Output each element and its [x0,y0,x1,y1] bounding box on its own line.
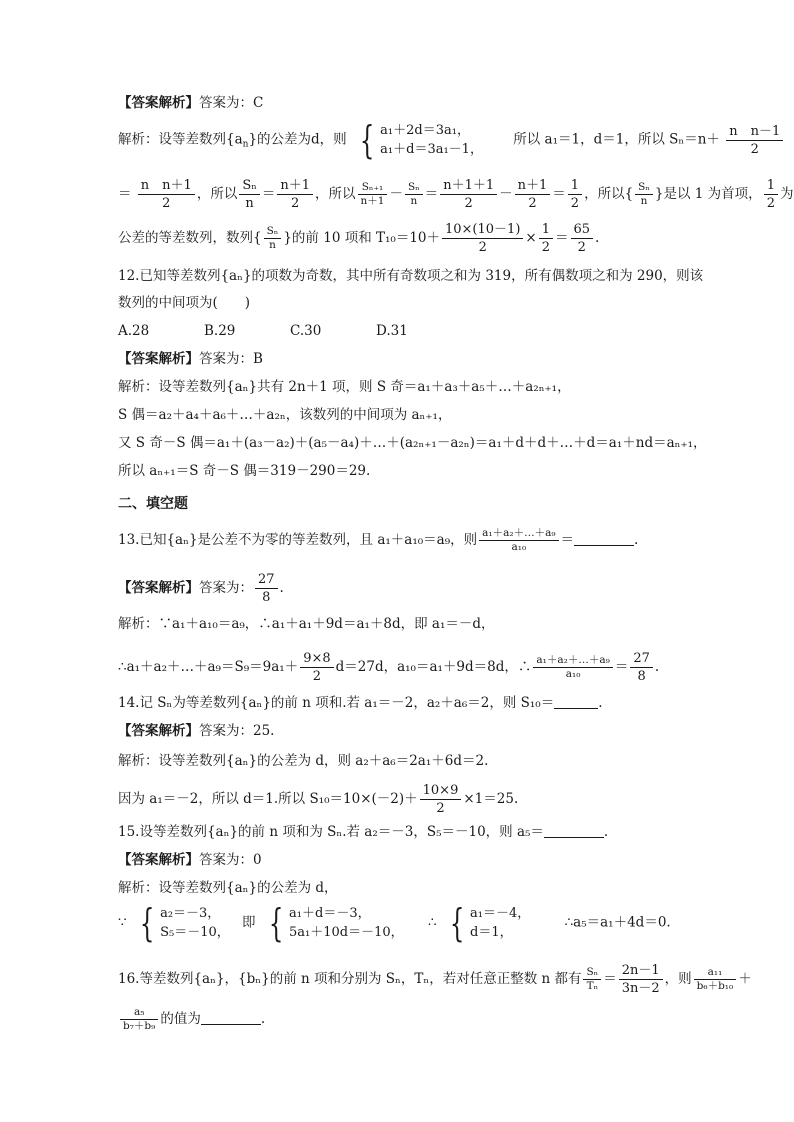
equation-system: { a₁＋2d＝3a₁， a₁＋d＝3a₁－1， [359,118,483,162]
answer-label: 【答案解析】 [118,580,199,596]
fraction-denominator: a₁₀ [511,541,527,553]
equation-system: { a₁＋d＝－3， 5a₁＋10d＝－10， [268,901,404,945]
text: ，所以 [315,186,356,202]
option-d: D.31 [376,323,408,339]
fraction-denominator: n＋1 [360,195,385,207]
fraction-denominator: 2 [528,196,537,211]
fraction-denominator: b₆＋b₁₀ [696,980,734,992]
fraction-numerator: 27 [630,650,653,668]
fraction-numerator: a₁＋a₂＋…＋a₉ [479,527,558,541]
answer-label: 【答案解析】 [118,351,199,367]
q13-answer-line [118,571,284,606]
fraction [255,571,278,606]
system-row: a₁＋2d＝3a₁， [380,123,470,138]
text: × [525,230,537,246]
fraction-numerator: a₁₁ [694,966,737,980]
fraction-numerator: Sₙ₊₁ [358,181,388,195]
fraction [583,966,601,993]
fraction-numerator: Sₙ [405,181,423,195]
text: 的值为 [160,1011,201,1027]
text: ×1＝25. [463,791,519,807]
text: 因为 a₁＝－2，所以 d＝1.所以 S₁₀＝10×(－2)＋ [118,791,418,807]
fraction-denominator: n [269,239,276,251]
fraction-denominator: 3n－2 [621,981,660,996]
text: 为 [779,186,794,202]
q14-question [118,693,603,713]
text: }的前 10 项和 T₁₀＝10＋ [283,230,440,246]
fraction-numerator: a₁＋a₂＋…＋a₉ [533,654,612,668]
fraction [358,181,388,208]
fraction-numerator: 1 [568,177,582,195]
fraction [277,177,313,212]
fraction-denominator: 8 [262,590,271,605]
q13-question [118,527,638,554]
fraction-denominator: b₇＋b₉ [123,1020,156,1032]
text: ∴a₅＝a₁＋4d＝0. [564,914,671,931]
text: 15.设等差数列{aₙ}的前 n 项和为 Sₙ.若 a₂＝－3，S₅＝－10，则 a₅＝ [118,824,544,840]
system-row: a₁＋d＝3a₁－1， [380,142,483,157]
q15-answer: 答案为：0 [199,852,262,868]
text: 14.记 Sₙ为等差数列{aₙ}的前 n 项和.若 a₁＝－2，a₂＋a₆＝2，则 S₁₀＝ [118,695,555,711]
q14-answer: 答案为：25. [199,723,275,739]
q11-answer-line [118,93,263,113]
fraction-numerator: n＋1 [277,177,313,195]
system-row: a₂＝－3， [160,906,221,921]
text: . [595,230,600,246]
q15-answer-line [118,850,262,870]
q15-solution-systems [118,901,671,945]
q14-solution-2 [118,782,518,817]
fraction-numerator: 9×8 [300,650,333,668]
option-b: B.29 [204,323,236,339]
equation-system: { a₂＝－3， S₅＝－10， [139,901,230,945]
system-row: d＝1， [470,925,513,940]
q12-options [118,321,462,341]
fraction-numerator: 27 [255,571,278,589]
q12-solution-4: 所以 aₙ₊₁＝S 奇－S 偶＝319－290＝29. [118,463,371,479]
q12-question-line-1: 12.已知等差数列{aₙ}的项数为奇数，其中所有奇数项之和为 319，所有偶数项之和为 290，则该 [118,268,704,284]
fraction-denominator: n [410,195,418,207]
answer-blank [574,531,634,546]
system-row: 5a₁＋10d＝－10， [289,925,404,940]
fraction-denominator: 2 [766,196,775,211]
fraction [405,181,423,208]
q13-solution-2 [118,650,659,685]
text: ，则 [664,971,692,987]
text: . [603,824,609,840]
fraction-numerator: a₅ [120,1006,158,1020]
text: － [389,186,403,202]
text: . [598,695,603,711]
fraction-denominator: 2 [570,196,580,211]
fraction-numerator: Sₙ [583,966,601,980]
text: 即 [242,914,256,931]
text: ＝ [261,186,276,202]
fraction [568,177,582,212]
q11-solution-line-3 [118,221,599,256]
system-row: a₁＋d＝－3， [289,906,371,921]
q11-solution-line-1: 解析：设等差数列$\{a_n\}$的公差为d，则 { a₁＋2d＝3a₁， a₁＋d＝3a₁－1， 所以 a₁＝1，d＝1，所以 Sₙ＝n＋ $\frac{\text{n n－1}}{2}$ [118,121,785,159]
fraction [571,221,594,256]
text: ∵ [118,914,127,931]
fraction-numerator: n n－1 [726,123,783,141]
fraction-denominator: 2 [541,240,550,255]
text: 13.已知{aₙ}是公差不为零的等差数列，且 a₁＋a₁₀＝a₉，则 [118,532,478,548]
fraction [515,177,551,212]
text: ∴a₁＋a₂＋…＋a₉＝S₉＝9a₁＋ [118,659,299,675]
fraction [440,177,497,212]
fraction [239,177,260,212]
fraction [264,225,282,252]
fraction-numerator: Sₙ [264,225,282,239]
option-c: C.30 [290,323,322,339]
text: ＝ [555,230,569,246]
text: － [499,186,513,202]
fraction [420,782,462,817]
system-row: a₁＝－4， [470,906,531,921]
fraction-denominator: n [245,196,254,211]
text: ＝ [118,186,132,202]
q13-solution-1: 解析：∵a₁＋a₁₀＝a₉，∴a₁＋a₁＋9d＝a₁＋8d，即 a₁＝－d， [118,616,495,632]
fraction [120,1006,158,1033]
fraction-numerator: Sₙ [239,177,260,195]
text: ，所以{ [584,186,634,202]
text: }是以 1 为首项， [654,186,762,202]
fraction-numerator: 1 [764,177,778,195]
fraction-denominator: 2 [577,240,586,255]
text: ，所以 [196,186,238,202]
fraction-numerator: 10×9 [420,782,462,800]
fraction-numerator: 1 [539,221,553,239]
fraction-numerator: Sₙ [635,181,653,195]
answer-label: 【答案解析】 [118,95,199,111]
text: . [654,659,660,675]
fraction-denominator: n [640,195,648,207]
fraction-denominator: 2 [436,801,445,816]
q12-solution-3: 又 S 奇－S 偶＝a₁＋(a₃－a₂)＋(a₅－a₄)＋…＋(a₂ₙ₊₁－a₂ₙ)＝a₁＋d＋d＋…＋d＝a₁＋nd＝aₙ₊₁， [118,435,707,451]
fraction-denominator: Tₙ [586,980,599,992]
fraction [533,654,612,681]
fraction [726,123,783,158]
fraction [479,527,558,554]
answer-blank [544,823,604,838]
text: d＝27d，a₁₀＝a₁＋9d＝8d，∴ [335,659,532,675]
text: ＝ [424,186,439,202]
system-row: S₅＝－10， [160,925,230,940]
answer-label: 【答案解析】 [118,723,199,739]
option-a: A.28 [118,323,150,339]
answer-blank [201,1010,261,1025]
text: ＝ [603,971,617,987]
fraction-denominator: 2 [312,669,322,684]
fraction-numerator: n n＋1 [138,177,195,195]
fraction [630,650,653,685]
text: 16.等差数列{aₙ}，{bₙ}的前 n 项和分别为 Sₙ，Tₙ，若对任意正整数 n 都有 [118,971,582,987]
fraction [442,221,523,256]
text: ＝ [614,659,629,675]
fraction-denominator: 8 [637,669,646,684]
q12-solution-1: 解析：设等差数列{aₙ}共有 2n＋1 项，则 S 奇＝a₁＋a₃＋a₅＋…＋a₂ₙ₊₁， [118,379,571,395]
q12-answer-line [118,349,263,369]
q11-solution-line-2 [118,177,793,212]
text: ＋ [738,971,752,987]
text: 公差的等差数列，数列{ [118,230,262,246]
q14-answer-line [118,721,274,741]
section-heading: 二、填空题 [118,496,188,512]
q16-question-line-1 [118,962,752,997]
fraction-numerator: 65 [571,221,594,239]
fraction [300,650,333,685]
q15-solution-1: 解析：设等差数列{aₙ}的公差为 d， [118,880,338,896]
q11-answer: 答案为：C [199,95,264,111]
q12-question-line-2: 数列的中间项为( ) [118,295,251,311]
q12-solution-2: S 偶＝a₂＋a₄＋a₆＋…＋a₂ₙ，该数列的中间项为 aₙ₊₁， [118,407,452,423]
text: ∴ [427,914,437,931]
q12-answer: 答案为：B [199,351,263,367]
text: . [634,532,639,548]
fraction-denominator: 2 [478,240,487,255]
fraction-denominator: a₁₀ [565,668,581,680]
fraction-numerator: n＋1 [515,177,551,195]
text: . [279,580,284,596]
fraction-denominator: 2 [750,141,759,157]
fraction [138,177,195,212]
text: ＝ [552,186,566,202]
fraction-numerator: 10×(10－1) [442,221,523,239]
q15-question [118,822,608,842]
fraction-numerator: 2n－1 [619,962,663,980]
fraction [764,177,778,212]
fraction-numerator: n＋1＋1 [440,177,497,195]
text: 所以 a₁＝1，d＝1，所以 Sₙ＝n＋ [513,131,720,148]
equation-system: { a₁＝－4， d＝1， [449,901,531,945]
fraction-denominator: 2 [291,196,300,211]
fraction [619,962,663,997]
answer-label: 【答案解析】 [118,852,199,868]
q16-question-line-2 [118,1006,265,1033]
text: 答案为： [199,580,253,596]
text: ＝ [560,532,575,548]
answer-blank [554,694,598,709]
q14-solution-1: 解析：设等差数列{aₙ}的公差为 d，则 a₂＋a₆＝2a₁＋6d＝2. [118,753,489,769]
fraction [539,221,553,256]
fraction-denominator: 2 [162,196,171,211]
fraction [635,181,653,208]
text: 解析：设等差数列{a [118,131,243,148]
text: }的公差为d，则 [248,131,347,148]
text: . [260,1011,266,1027]
fraction-denominator: 2 [464,196,473,211]
fraction [694,966,737,993]
